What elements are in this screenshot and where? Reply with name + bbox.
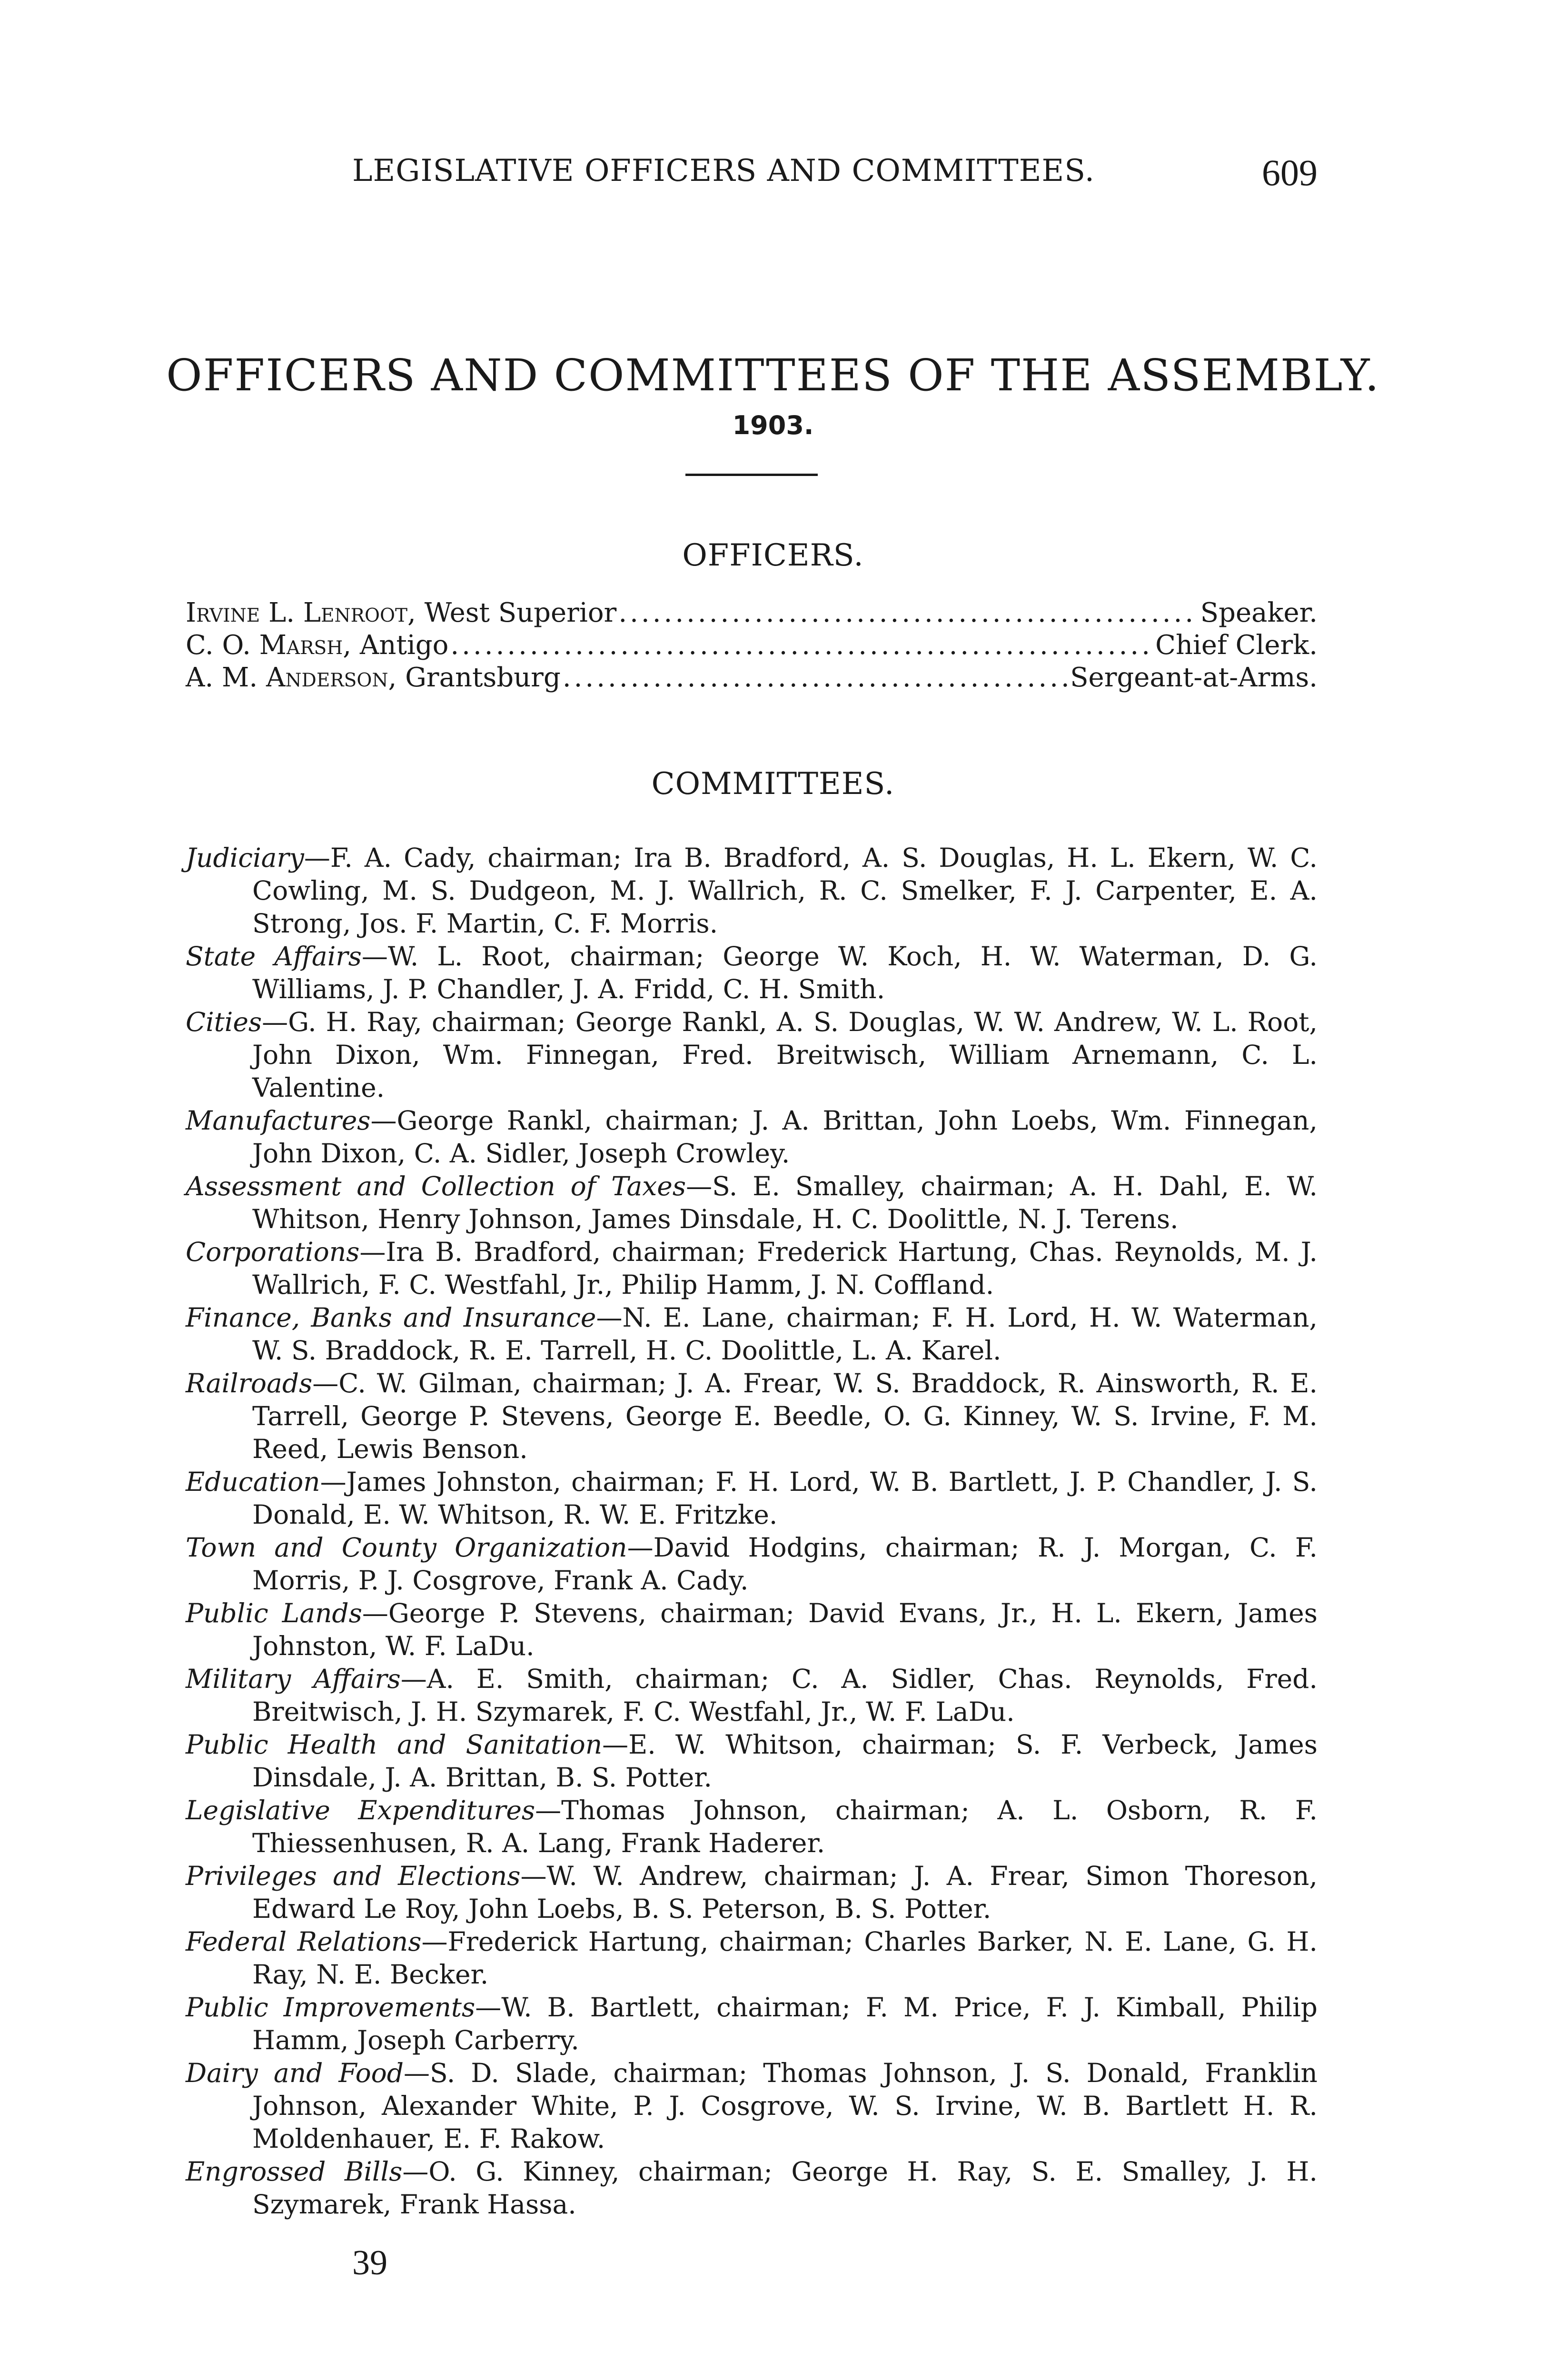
- officer-row: [186, 662, 1318, 693]
- committee-entry: Engrossed Bills—O. G. Kinney, chairman; George H. Ray, S. E. Smalley, J. H. Szymarek, Frank Hassa.: [186, 2156, 1318, 2220]
- committee-name: Cities: [186, 1007, 262, 1037]
- committee-entry: Education—James Johnston, chairman; F. H. Lord, W. B. Bartlett, J. P. Chandler, J. S. Donald, E. W. Whitson, R. W. E. Fritzke.: [186, 1467, 1318, 1530]
- committee-entry: Federal Relations—Frederick Hartung, chairman; Charles Barker, N. E. Lane, G. H. Ray, N. E. Becker.: [186, 1926, 1318, 1990]
- committee-members: A. E. Smith, chairman; C. A. Sidler, Chas. Reynolds, Fred. Breitwisch, J. H. Szymarek, F. C. Westfahl, Jr., W. F. LaDu.: [252, 1664, 1318, 1727]
- committee-name: Assessment and Collection of Taxes: [186, 1171, 686, 1201]
- committee-name: Finance, Banks and Insurance: [186, 1302, 596, 1333]
- committee-members: E. W. Whitson, chairman; S. F. Verbeck, James Dinsdale, J. A. Brittan, B. S. Potter.: [252, 1729, 1318, 1793]
- committee-entry: Assessment and Collection of Taxes—S. E. Smalley, chairman; A. H. Dahl, E. W. Whitson, Henry Johnson, James Dinsdale, H. C. Doolittle, N. J. Terens.: [186, 1171, 1318, 1234]
- committee-members: G. H. Ray, chairman; George Rankl, A. S. Douglas, W. W. Andrew, W. L. Root, John Dixon, Wm. Finnegan, Fred. Breitwisch, William Arnemann, C. L. Valentine.: [252, 1007, 1318, 1103]
- committee-name: Engrossed Bills: [186, 2156, 403, 2187]
- committee-name: Manufactures: [186, 1105, 371, 1136]
- committees-heading: COMMITTEES.: [651, 766, 895, 802]
- committee-entry: Public Health and Sanitation—E. W. Whitson, chairman; S. F. Verbeck, James Dinsdale, J. A. Brittan, B. S. Potter.: [186, 1729, 1318, 1793]
- committee-entry: Railroads—C. W. Gilman, chairman; J. A. Frear, W. S. Braddock, R. Ainsworth, R. E. Tarrell, George P. Stevens, George E. Beedle, O. G. Kinney, W. S. Irvine, F. M. Reed, Lewis Benson.: [186, 1368, 1318, 1464]
- committee-name: Railroads: [186, 1368, 313, 1398]
- committee-members: W. B. Bartlett, chairman; F. M. Price, F. J. Kimball, Philip Hamm, Joseph Carberry.: [252, 1992, 1318, 2055]
- committee-members: N. E. Lane, chairman; F. H. Lord, H. W. Waterman, W. S. Braddock, R. E. Tarrell, H. C. Doolittle, L. A. Karel.: [252, 1302, 1318, 1366]
- committee-entry: State Affairs—W. L. Root, chairman; George W. Koch, H. W. Waterman, D. G. Williams, J. P. Chandler, J. A. Fridd, C. H. Smith.: [186, 941, 1318, 1004]
- officer-row: [186, 630, 1318, 661]
- committee-members: George Rankl, chairman; J. A. Brittan, John Loebs, Wm. Finnegan, John Dixon, C. A. Sidler, Joseph Crowley.: [252, 1105, 1318, 1169]
- committee-members: S. D. Slade, chairman; Thomas Johnson, J. S. Donald, Franklin Johnson, Alexander White, P. J. Cosgrove, W. S. Irvine, W. B. Bartlett H. R. Moldenhauer, E. F. Rakow.: [252, 2058, 1318, 2154]
- committee-members: James Johnston, chairman; F. H. Lord, W. B. Bartlett, J. P. Chandler, J. S. Donald, E. W. Whitson, R. W. E. Fritzke.: [252, 1467, 1318, 1530]
- committee-name: Public Health and Sanitation: [186, 1729, 603, 1760]
- officer-row: [186, 597, 1318, 628]
- committee-name: Judiciary: [186, 843, 304, 873]
- committee-entry: Dairy and Food—S. D. Slade, chairman; Thomas Johnson, J. S. Donald, Franklin Johnson, Alexander White, P. J. Cosgrove, W. S. Irvine, W. B. Bartlett H. R. Moldenhauer, E. F. Rakow.: [186, 2058, 1318, 2154]
- officer-place: , Grantsburg: [388, 662, 561, 693]
- officer-name: Irvine L. Lenroot: [186, 597, 407, 628]
- committee-members: F. A. Cady, chairman; Ira B. Bradford, A. S. Douglas, H. L. Ekern, W. C. Cowling, M. S. Dudgeon, M. J. Wallrich, R. C. Smelker, F. J. Carpenter, E. A. Strong, Jos. F. Martin, C. F. Morris.: [252, 843, 1318, 939]
- committee-name: Legislative Expenditures: [186, 1795, 535, 1825]
- officer-office: Speaker.: [1200, 597, 1318, 628]
- page-title: OFFICERS AND COMMITTEES OF THE ASSEMBLY.: [166, 350, 1380, 401]
- committee-members: George P. Stevens, chairman; David Evans, Jr., H. L. Ekern, James Johnston, W. F. LaDu.: [252, 1598, 1318, 1661]
- officer-office: Chief Clerk.: [1155, 630, 1318, 661]
- dot-leader: [563, 662, 1068, 693]
- committee-name: Town and County Organization: [186, 1532, 627, 1563]
- committee-members: C. W. Gilman, chairman; J. A. Frear, W. S. Braddock, R. Ainsworth, R. E. Tarrell, George P. Stevens, George E. Beedle, O. G. Kinney, W. S. Irvine, F. M. Reed, Lewis Benson.: [252, 1368, 1318, 1464]
- signature-mark: 39: [352, 2243, 387, 2282]
- committee-members: O. G. Kinney, chairman; George H. Ray, S. E. Smalley, J. H. Szymarek, Frank Hassa.: [252, 2156, 1318, 2220]
- officer-name: C. O. Marsh: [186, 630, 343, 661]
- running-head: LEGISLATIVE OFFICERS AND COMMITTEES.: [352, 153, 1095, 188]
- committee-entry: Cities—G. H. Ray, chairman; George Rankl, A. S. Douglas, W. W. Andrew, W. L. Root, John Dixon, Wm. Finnegan, Fred. Breitwisch, William Arnemann, C. L. Valentine.: [186, 1007, 1318, 1103]
- officer-name: A. M. Anderson: [186, 662, 388, 693]
- committee-entry: Privileges and Elections—W. W. Andrew, chairman; J. A. Frear, Simon Thoreson, Edward Le Roy, John Loebs, B. S. Peterson, B. S. Potter.: [186, 1861, 1318, 1924]
- officer-place: , West Superior: [407, 597, 617, 628]
- committee-entry: Town and County Organization—David Hodgins, chairman; R. J. Morgan, C. F. Morris, P. J. Cosgrove, Frank A. Cady.: [186, 1532, 1318, 1596]
- dot-leader: [618, 597, 1198, 628]
- committee-name: Dairy and Food: [186, 2058, 404, 2088]
- page-number: 609: [1262, 152, 1318, 193]
- committee-entry: Public Improvements—W. B. Bartlett, chairman; F. M. Price, F. J. Kimball, Philip Hamm, Joseph Carberry.: [186, 1992, 1318, 2055]
- committee-list: [186, 842, 1318, 2221]
- committee-members: Frederick Hartung, chairman; Charles Barker, N. E. Lane, G. H. Ray, N. E. Becker.: [252, 1926, 1318, 1990]
- committee-members: W. W. Andrew, chairman; J. A. Frear, Simon Thoreson, Edward Le Roy, John Loebs, B. S. Peterson, B. S. Potter.: [252, 1861, 1318, 1924]
- committee-name: Education: [186, 1467, 320, 1497]
- committee-entry: Legislative Expenditures—Thomas Johnson, chairman; A. L. Osborn, R. F. Thiessenhusen, R. A. Lang, Frank Haderer.: [186, 1795, 1318, 1858]
- officer-place: , Antigo: [343, 630, 449, 661]
- committee-entry: Finance, Banks and Insurance—N. E. Lane, chairman; F. H. Lord, H. W. Waterman, W. S. Braddock, R. E. Tarrell, H. C. Doolittle, L. A. Karel.: [186, 1302, 1318, 1366]
- title-divider: [685, 474, 818, 476]
- committee-name: Corporations: [186, 1237, 360, 1267]
- committee-entry: Military Affairs—A. E. Smith, chairman; C. A. Sidler, Chas. Reynolds, Fred. Breitwisch, J. H. Szymarek, F. C. Westfahl, Jr., W. F. LaDu.: [186, 1664, 1318, 1727]
- dot-leader: [450, 630, 1153, 661]
- committee-entry: Corporations—Ira B. Bradford, chairman; Frederick Hartung, Chas. Reynolds, M. J. Wallrich, F. C. Westfahl, Jr., Philip Hamm, J. N. Coffland.: [186, 1237, 1318, 1300]
- committee-members: W. L. Root, chairman; George W. Koch, H. W. Waterman, D. G. Williams, J. P. Chandler, J. A. Fridd, C. H. Smith.: [252, 941, 1318, 1004]
- committee-name: Military Affairs: [186, 1664, 401, 1694]
- officer-office: Sergeant-at-Arms.: [1070, 662, 1318, 693]
- committee-name: State Affairs: [186, 941, 362, 972]
- committee-members: Thomas Johnson, chairman; A. L. Osborn, R. F. Thiessenhusen, R. A. Lang, Frank Haderer.: [252, 1795, 1318, 1858]
- officers-heading: OFFICERS.: [682, 538, 864, 573]
- committee-members: Ira B. Bradford, chairman; Frederick Hartung, Chas. Reynolds, M. J. Wallrich, F. C. Westfahl, Jr., Philip Hamm, J. N. Coffland.: [252, 1237, 1318, 1300]
- committee-name: Privileges and Elections: [186, 1861, 521, 1891]
- committee-entry: Public Lands—George P. Stevens, chairman; David Evans, Jr., H. L. Ekern, James Johnston, W. F. LaDu.: [186, 1598, 1318, 1661]
- committee-name: Public Lands: [186, 1598, 362, 1628]
- committee-members: David Hodgins, chairman; R. J. Morgan, C. F. Morris, P. J. Cosgrove, Frank A. Cady.: [252, 1532, 1318, 1596]
- committee-name: Public Improvements: [186, 1992, 476, 2023]
- committee-entry: Manufactures—George Rankl, chairman; J. A. Brittan, John Loebs, Wm. Finnegan, John Dixon, C. A. Sidler, Joseph Crowley.: [186, 1105, 1318, 1169]
- committee-name: Federal Relations: [186, 1926, 422, 1957]
- committee-entry: Judiciary—F. A. Cady, chairman; Ira B. Bradford, A. S. Douglas, H. L. Ekern, W. C. Cowling, M. S. Dudgeon, M. J. Wallrich, R. C. Smelker, F. J. Carpenter, E. A. Strong, Jos. F. Martin, C. F. Morris.: [186, 843, 1318, 939]
- year-label: 1903.: [732, 410, 814, 440]
- committee-members: S. E. Smalley, chairman; A. H. Dahl, E. W. Whitson, Henry Johnson, James Dinsdale, H. C. Doolittle, N. J. Terens.: [252, 1171, 1318, 1234]
